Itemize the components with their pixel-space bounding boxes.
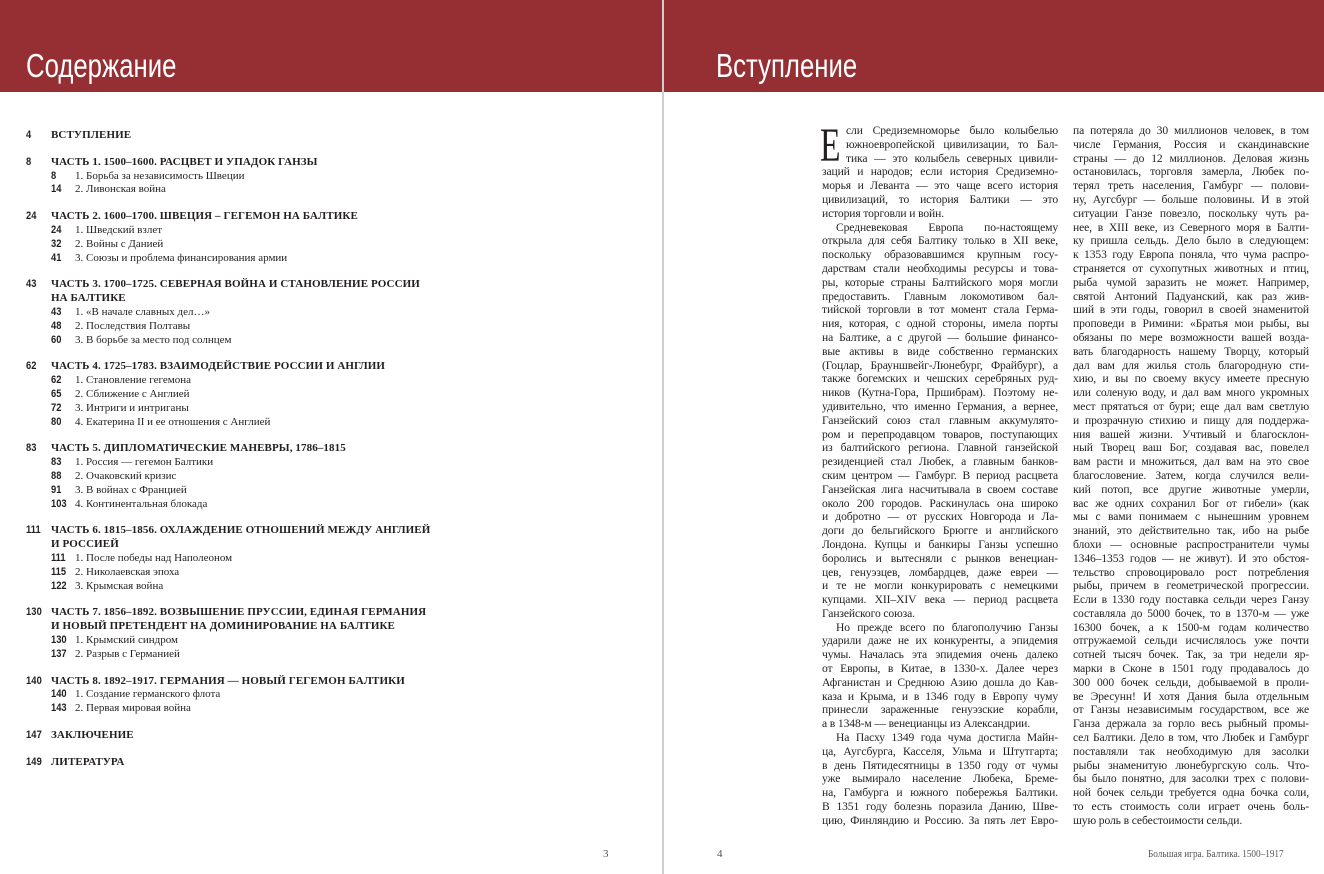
text-line: цию, Финляндию и Россию. За пять лет Евро-	[822, 813, 1058, 827]
toc-page-number: 130	[26, 606, 42, 619]
text-line: отгружаемой сельди исчислялось уже почти	[1073, 634, 1309, 648]
toc-entry-title: 1. Становление гегемона	[75, 374, 191, 387]
text-line: терял треть населения, Гамбург — полови-	[1073, 179, 1309, 193]
page-title-contents: Содержание	[26, 47, 177, 84]
text-line: на Балтике, а с другой — большие финансо-	[822, 330, 1058, 344]
toc-section[interactable]	[26, 729, 456, 743]
toc-page-number: 80	[51, 415, 62, 428]
toc-page-number: 88	[51, 469, 62, 482]
toc-entry-title: 2. Первая мировая война	[75, 702, 191, 715]
text-line: купцами. XII–XIV века — период расцвета	[822, 593, 1058, 607]
text-line: ной бочек сельди требуется одна бочка соли,	[1073, 786, 1309, 800]
toc-section[interactable]	[26, 675, 456, 716]
text-line: рыба чумой заразить не может. Например,	[1073, 275, 1309, 289]
toc-page-number: 143	[51, 702, 67, 715]
toc-page-number: 103	[51, 497, 67, 510]
text-line: нее, в XIII веке, из Северного моря в Балти-	[1073, 220, 1309, 234]
toc-entry-title: 1. Россия — гегемон Балтики	[75, 456, 214, 469]
toc-entry[interactable]	[26, 402, 456, 416]
text-line: ший в эти годы, говорил в своей знаменитой	[1073, 303, 1309, 317]
toc-page-number: 60	[51, 333, 62, 346]
toc-page-number: 62	[51, 374, 62, 387]
page-title-introduction: Вступление	[716, 47, 858, 84]
text-line: предоставить. Главным локомотивом бал-	[822, 289, 1058, 303]
toc-entry[interactable]	[26, 552, 456, 566]
toc-section-title[interactable]: И РОССИЕЙ	[51, 538, 119, 551]
text-line: то есть стоимость соли играет очень боль-	[1073, 800, 1309, 814]
text-line: чумы. Началась эта эпидемия очень далеко	[822, 648, 1058, 662]
text-line: цев, генуэзцев, ломбардцев, даже евреи —	[822, 565, 1058, 579]
text-line: вам расти и множиться, дал вам на это свое	[1073, 455, 1309, 469]
text-line: тельство спровоцировало рост потребления	[1073, 565, 1309, 579]
toc-page-number: 41	[51, 251, 62, 264]
text-line: ния, которая, с одной стороны, имела порты	[822, 317, 1058, 331]
text-line: мест прятаться от бури; еще дал вам светлую	[1073, 399, 1309, 413]
toc-entry-title: 4. Екатерина II и ее отношения с Англией	[75, 415, 271, 428]
text-line: ударили даже не их конкуренты, а эпидемия	[822, 634, 1058, 648]
text-line: рыбы знаменитую люнебургскую соль. Что-	[1073, 758, 1309, 772]
toc-entry[interactable]	[26, 580, 456, 594]
toc-entry-title: 2. Последствия Полтавы	[75, 319, 191, 332]
text-line: ников (Кутна-Гора, Пршибрам). Поэтому не-	[822, 386, 1058, 400]
text-line: сел Балтики. Дело в том, что Любек и Гамбург	[1073, 731, 1309, 745]
text-line: и прозрачную стихию и пищу для поддержа-	[1073, 413, 1309, 427]
toc-entry-title: 1. Создание германского флота	[75, 688, 221, 701]
text-line: Лондона. Купцы и банкиры Ганзы успешно	[822, 537, 1058, 551]
text-line: поскольку образовавшимся крупным госу-	[822, 248, 1058, 262]
toc-section[interactable]	[26, 524, 456, 593]
text-line: Ганзейская лига насчитывала в своем составе	[822, 482, 1058, 496]
toc-section[interactable]	[26, 278, 456, 347]
text-line: в день Пятидесятницы в 1350 году от чумы	[822, 758, 1058, 772]
toc-entry[interactable]	[26, 648, 456, 662]
toc-entry[interactable]	[26, 470, 456, 484]
body-column-2	[1073, 124, 1309, 828]
paragraph	[822, 731, 1058, 828]
toc-entry-title: 3. В борьбе за место под солнцем	[75, 333, 232, 346]
text-line: или соленую воду, и дал вам много укромных	[1073, 386, 1309, 400]
table-of-contents	[26, 129, 456, 782]
toc-page-number: 83	[26, 442, 37, 455]
paragraph	[820, 119, 1058, 221]
text-line: па потеряла до 30 миллионов человек, в том	[1073, 124, 1309, 137]
toc-page-number: 48	[51, 319, 62, 332]
toc-page-number: 149	[26, 755, 42, 768]
text-line: ца, Аугсбурга, Касселя, Ульма и Штутгарта;	[822, 744, 1058, 758]
toc-entry-title: 2. Ливонская война	[75, 183, 166, 196]
toc-entry[interactable]	[26, 306, 456, 320]
toc-section-title[interactable]: 4 ВСТУПЛЕНИЕ	[26, 129, 132, 141]
toc-section[interactable]	[26, 442, 456, 511]
text-line: открыла для себя Балтику только в XII веке,	[822, 234, 1058, 248]
toc-page-number: 111	[51, 551, 66, 564]
toc-page-number: 137	[51, 647, 67, 660]
toc-section[interactable]	[26, 156, 456, 197]
toc-page-number: 32	[51, 237, 62, 250]
toc-entry-title: 1. Крымский синдром	[75, 633, 178, 646]
toc-entry[interactable]	[26, 334, 456, 348]
text-line: сотней тысяч бочек. Так, за три недели яр-	[1073, 648, 1309, 662]
toc-entry-title: 3. В войнах с Францией	[75, 483, 187, 496]
text-line: тийской торговли в тот момент стала Герма-	[822, 303, 1058, 317]
text-line: Афганистан и Среднюю Азию дошла до Кав-	[822, 675, 1058, 689]
text-line: Ганзейский союз стал главным аккумулято-	[822, 413, 1058, 427]
page-number-right: 4	[717, 848, 723, 860]
text-line: 16300 бочек, а к 1500-м годам количество	[1073, 620, 1309, 634]
toc-page-number: 8	[51, 169, 57, 182]
body-column-1	[820, 119, 1058, 828]
paragraph	[822, 221, 1058, 621]
toc-entry-title: 1. После победы над Наполеоном	[75, 551, 233, 564]
text-line: сли Средиземноморье было колыбелью	[846, 124, 1058, 137]
drop-cap: Е	[820, 119, 841, 172]
text-line: (Гоцлар, Брауншвейг-Люнебург, Фрайбург), а	[822, 358, 1058, 372]
toc-entry[interactable]	[26, 416, 456, 430]
toc-entry-title: 3. Союзы и проблема финансирования армии	[75, 251, 288, 264]
text-line: ве Эресунн! И хотя Дания была отдельным	[1073, 689, 1309, 703]
text-line: поставляли так необходимую для засолки	[1073, 744, 1309, 758]
text-line: кий потоп, все другие животные умерли,	[1073, 482, 1309, 496]
text-line: благословение. Затем, когда случился вели-	[1073, 468, 1309, 482]
text-line: южноевропейской цивилизации, то Бал-	[846, 137, 1058, 151]
text-line: обязаны по мере возможности вашей возда-	[1073, 330, 1309, 344]
text-line: на, Гамбурга и южного побережья Балтики.	[822, 786, 1058, 800]
text-line: от Ганзы независимым государством, все же	[1073, 703, 1309, 717]
text-line: а в 1348-м — венецианцы из Александрии.	[822, 717, 1031, 731]
running-title: Большая игра. Балтика. 1500–1917	[1148, 849, 1284, 860]
text-line: вать благодарность нашему Творцу, который	[1073, 344, 1309, 358]
page-number-left: 3	[603, 848, 609, 860]
toc-page-number: 140	[26, 674, 42, 687]
text-line: 1346–1353 годов — не живут). И это обстоя-	[1073, 551, 1309, 565]
text-line: боролись и вытесняли с рынков венециан-	[822, 551, 1058, 565]
text-line: проповеди в Римини: «Братья мои рыбы, вы	[1073, 317, 1309, 331]
toc-section[interactable]	[26, 360, 456, 429]
toc-entry[interactable]	[26, 484, 456, 498]
toc-page-number: 122	[51, 579, 67, 592]
text-line: страны — до 12 миллионов. Деловая жизнь	[1073, 151, 1309, 165]
text-line: тика — это колыбель северных цивили-	[846, 151, 1058, 165]
toc-entry[interactable]	[26, 388, 456, 402]
text-line: заций и народов; если история Средиземно-	[822, 165, 1058, 179]
text-line: остановилась, торговля замерла, Любек по-	[1073, 165, 1309, 179]
text-line: святой Антоний Падуанский, как раз жив-	[1073, 289, 1309, 303]
text-line: ный Творец ваш Бог, создавая вас, повелел	[1073, 441, 1309, 455]
toc-page-number: 43	[51, 305, 62, 318]
text-line: составляла до 5000 бочек, то в 1370-м — уже	[1073, 606, 1309, 620]
toc-page-number: 72	[51, 401, 62, 414]
text-line: вас же одних сохранил Бог от гибели» (как	[1073, 496, 1309, 510]
toc-page-number: 8	[26, 155, 32, 168]
toc-entry-title: 2. Разрыв с Германией	[75, 647, 180, 660]
toc-entry-title: 2. Войны с Данией	[75, 237, 164, 250]
text-line: дал вам для жилья столь благородную сти-	[1073, 358, 1309, 372]
text-line: рыбы, причем в геометрической прогрессии.	[1073, 579, 1309, 593]
text-line: Ганза держала за горло весь рыбный промы-	[1073, 717, 1309, 731]
text-line: от Европы, в Китае, в 1330-х. Далее через	[822, 662, 1058, 676]
toc-page-number: 115	[51, 565, 67, 578]
toc-entry-title: 3. Крымская война	[75, 579, 164, 592]
text-line: бы было понятно, для засолки трех с полови-	[1073, 772, 1309, 786]
toc-page-number: 24	[51, 223, 62, 236]
toc-entry-title: 2. Очаковский кризис	[75, 469, 177, 482]
toc-section[interactable]	[26, 210, 456, 265]
toc-entry-title: 4. Континентальная блокада	[75, 497, 208, 510]
toc-entry[interactable]	[26, 320, 456, 334]
toc-page-number: 111	[26, 524, 41, 537]
text-line: Если в 1330 году поставка сельди через Ганзу	[1073, 593, 1309, 607]
toc-page-number: 43	[26, 278, 37, 291]
toc-entry-title: 1. «В начале славных дел…»	[75, 305, 210, 318]
toc-page-number: 130	[51, 633, 67, 646]
text-line: также богемских и чешских серебряных руд-	[822, 372, 1058, 386]
text-line: марки в Сконе в 1501 году продавалось до	[1073, 662, 1309, 676]
text-line: хию, и вы по своему вкусу имеете пресную	[1073, 372, 1309, 386]
text-line: ну, Аугсбург — больше половины. И в этой	[1073, 192, 1309, 206]
toc-entry-title: 1. Борьба за независимость Швеции	[75, 169, 245, 182]
text-line: В 1351 году болезнь поразила Данию, Шве-	[822, 800, 1058, 814]
text-line: уже вымирало население Любека, Бреме-	[822, 772, 1058, 786]
text-line: числе Германия, Россия и скандинавские	[1073, 137, 1309, 151]
toc-entry[interactable]	[26, 456, 456, 470]
text-line: Ганзейского союза.	[822, 606, 915, 620]
text-line: Но прежде всего по благополучию Ганзы	[836, 620, 1058, 634]
toc-section-title[interactable]: 147 ЗАКЛЮЧЕНИЕ	[26, 728, 134, 741]
text-line: страняется от сухопутных животных и птиц,	[1073, 261, 1309, 275]
toc-entry[interactable]	[26, 566, 456, 580]
toc-page-number: 140	[51, 688, 67, 701]
text-line: к 1353 году Европа поняла, что чума распро-	[1073, 248, 1309, 262]
toc-entry[interactable]	[26, 498, 456, 512]
toc-entry[interactable]	[26, 374, 456, 388]
text-line: цивилизаций, то история Балтики — это	[822, 192, 1058, 206]
toc-entry[interactable]	[26, 183, 456, 197]
toc-section-title[interactable]: 62 ЧАСТЬ 4. 1725–1783. ВЗАИМОДЕЙСТВИЕ РОССИИ И АНГЛИИ	[26, 360, 386, 373]
text-line: ку пришла сельдь. Дело было в следующем:	[1073, 234, 1309, 248]
toc-section[interactable]	[26, 606, 456, 661]
toc-page-number: 91	[51, 483, 62, 496]
toc-entry[interactable]	[26, 252, 456, 266]
text-line: знаний, это действительно так, ибо на рыбе	[1073, 524, 1309, 538]
text-line: мы с вами понимаем с нынешним уровнем	[1073, 510, 1309, 524]
text-line: и те не могли конкурировать с немецкими	[822, 579, 1058, 593]
paragraph	[1073, 124, 1309, 828]
toc-page-number: 65	[51, 387, 62, 400]
toc-entry-title: 1. Шведский взлет	[75, 223, 163, 236]
toc-section-title[interactable]: 140 ЧАСТЬ 8. 1892–1917. ГЕРМАНИЯ — НОВЫЙ ГЕГЕМОН БАЛТИКИ	[26, 674, 405, 687]
text-line: морья и Леванта — это чаще всего история	[822, 179, 1058, 193]
text-line: ситуации Ганзе повезло, поскольку чуть ра-	[1073, 206, 1309, 220]
text-line: удивительно, что именно Германия, а вернее,	[822, 399, 1058, 413]
toc-entry[interactable]	[26, 688, 456, 702]
toc-page-number: 147	[26, 728, 42, 741]
text-line: дарствам стали необходимы ресурсы и това-	[822, 261, 1058, 275]
text-line: доги до бельгийского Брюгге и английского	[822, 524, 1058, 538]
toc-entry[interactable]	[26, 170, 456, 184]
text-line: На Пасху 1349 года чума достигла Майн-	[836, 731, 1058, 745]
toc-entry-title: 2. Сближение с Англией	[75, 387, 190, 400]
text-line: ром и перепродавцом товаров, поступающих	[822, 427, 1058, 441]
toc-page-number: 83	[51, 456, 62, 469]
text-line: вые активы в виде собственно германских	[822, 344, 1058, 358]
text-line: около 200 городов. Раскинулась она широко	[822, 496, 1058, 510]
toc-section-title[interactable]: НА БАЛТИКЕ	[51, 292, 126, 305]
toc-section-title[interactable]: И НОВЫЙ ПРЕТЕНДЕНТ НА ДОМИНИРОВАНИЕ НА БАЛТИКЕ	[51, 620, 395, 633]
text-line: каза и Крыма, и в 1346 году в Европу чуму	[822, 689, 1058, 703]
text-line: резиденцией стал Любек, а главным банков-	[822, 455, 1058, 469]
toc-section-title[interactable]: 149 ЛИТЕРАТУРА	[26, 755, 125, 768]
text-line: история торговли и войн.	[822, 206, 944, 220]
toc-section-title[interactable]: 24 ЧАСТЬ 2. 1600–1700. ШВЕЦИЯ – ГЕГЕМОН НА БАЛТИКЕ	[26, 210, 358, 223]
text-line: и добротно — от русских Новгорода и Ла-	[822, 510, 1058, 524]
book-spine	[662, 0, 664, 874]
toc-section-title[interactable]: 8 ЧАСТЬ 1. 1500–1600. РАСЦВЕТ И УПАДОК ГАНЗЫ	[26, 155, 318, 168]
toc-entry[interactable]	[26, 238, 456, 252]
toc-entry[interactable]	[26, 224, 456, 238]
text-line: ния вашей жизни. Учтивый и благосклон-	[1073, 427, 1309, 441]
text-line: ским центром — Гамбург. В период расцвета	[822, 468, 1058, 482]
text-line: 300 000 бочек сельди, добываемой в проли-	[1073, 675, 1309, 689]
toc-page-number: 62	[26, 360, 37, 373]
toc-page-number: 14	[51, 183, 62, 196]
toc-section-title[interactable]: 111 ЧАСТЬ 6. 1815–1856. ОХЛАЖДЕНИЕ ОТНОШЕНИЙ МЕЖДУ АНГЛИЕЙ	[26, 524, 431, 537]
toc-page-number: 4	[26, 129, 32, 141]
text-line: шую роль в себестоимости сельди.	[1073, 813, 1243, 827]
toc-entry-title: 3. Интриги и интриганы	[75, 401, 189, 414]
text-line: ры, которые страны Балтийского моря могли	[822, 275, 1058, 289]
text-line: блохи — основные распространители чумы	[1073, 537, 1309, 551]
toc-section-title[interactable]: 83 ЧАСТЬ 5. ДИПЛОМАТИЧЕСКИЕ МАНЕВРЫ, 1786–1815	[26, 442, 346, 455]
toc-entry-title: 2. Николаевская эпоха	[75, 565, 180, 578]
toc-section[interactable]	[26, 756, 456, 770]
text-line: принесли зараженные генуэзские корабли,	[822, 703, 1058, 717]
text-line: из балтийского региона. Главной ганзейской	[822, 441, 1058, 455]
toc-entry[interactable]	[26, 702, 456, 716]
toc-section-title[interactable]: 130 ЧАСТЬ 7. 1856–1892. ВОЗВЫШЕНИЕ ПРУССИИ, ЕДИНАЯ ГЕРМАНИЯ	[26, 606, 427, 619]
text-line: Средневековая Европа по-настоящему	[836, 220, 1058, 234]
toc-section[interactable]	[26, 129, 456, 143]
toc-page-number: 24	[26, 210, 37, 223]
paragraph	[822, 621, 1058, 731]
toc-section-title[interactable]: 43 ЧАСТЬ 3. 1700–1725. СЕВЕРНАЯ ВОЙНА И СТАНОВЛЕНИЕ РОССИИ	[26, 278, 420, 291]
toc-entry[interactable]	[26, 634, 456, 648]
